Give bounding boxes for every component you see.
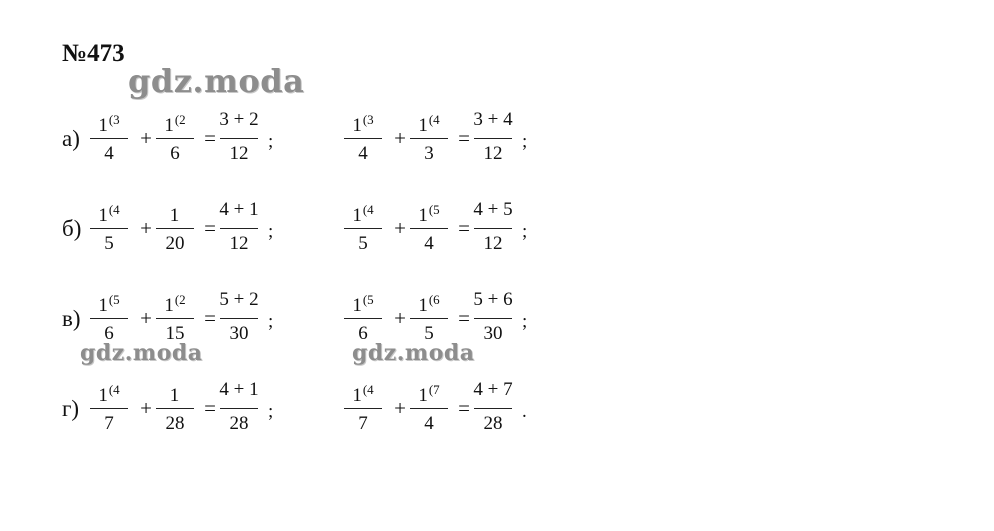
- extra-multiplier: (4: [108, 202, 120, 217]
- watermark: gdz.moda: [128, 62, 305, 100]
- punctuation: ;: [268, 131, 274, 152]
- denominator: 28: [165, 413, 185, 434]
- numerator-value: 1: [418, 115, 428, 136]
- equals-sign: =: [458, 306, 470, 330]
- punctuation: ;: [268, 221, 274, 242]
- extra-multiplier: (7: [428, 382, 440, 397]
- plus-sign: +: [394, 216, 406, 240]
- denominator: 12: [229, 233, 249, 254]
- fraction-bar: [220, 138, 258, 139]
- numerator-value: 1: [418, 205, 428, 226]
- numerator: [468, 198, 518, 222]
- plus-sign: +: [140, 306, 152, 330]
- fraction: [84, 194, 134, 264]
- numerator-value: 1: [98, 205, 108, 226]
- denominator: 30: [483, 323, 503, 344]
- numerator: [84, 108, 134, 138]
- fraction: [84, 104, 134, 174]
- numerator: [150, 198, 200, 228]
- extra-multiplier: (2: [174, 292, 186, 307]
- denominator: 6: [170, 143, 180, 164]
- numerator-value: 4 + 1: [219, 199, 259, 220]
- denominator: 4: [424, 413, 434, 434]
- denominator: 4: [424, 233, 434, 254]
- numerator-value: 3 + 4: [473, 109, 513, 130]
- numerator: [468, 288, 518, 312]
- fraction: [338, 374, 388, 444]
- numerator-value: 1: [164, 295, 174, 316]
- exercise-row: [0, 284, 994, 354]
- equals-sign: =: [458, 126, 470, 150]
- fraction: [338, 284, 388, 354]
- fraction-bar: [410, 138, 448, 139]
- watermark: gdz.moda: [80, 340, 203, 366]
- numerator-value: 1: [169, 205, 180, 226]
- numerator-value: 4 + 7: [473, 379, 513, 400]
- denominator: 12: [229, 143, 249, 164]
- denominator: 6: [104, 323, 114, 344]
- extra-multiplier: (4: [362, 382, 374, 397]
- extra-multiplier: (4: [108, 382, 120, 397]
- fraction: [404, 284, 454, 354]
- punctuation: .: [522, 401, 527, 422]
- row-label: а): [62, 126, 80, 151]
- fraction-bar: [474, 228, 512, 229]
- punctuation: ;: [268, 401, 274, 422]
- denominator: 7: [358, 413, 368, 434]
- denominator: 12: [483, 143, 503, 164]
- fraction: [468, 194, 518, 264]
- denominator: 12: [483, 233, 503, 254]
- numerator: [214, 108, 264, 132]
- numerator: [468, 108, 518, 132]
- fraction-bar: [474, 138, 512, 139]
- numerator-value: 1: [352, 205, 362, 226]
- fraction-bar: [220, 408, 258, 409]
- numerator: [338, 198, 388, 228]
- extra-multiplier: (4: [362, 202, 374, 217]
- plus-sign: +: [140, 216, 152, 240]
- numerator: [84, 198, 134, 228]
- fraction: [338, 194, 388, 264]
- fraction-bar: [156, 138, 194, 139]
- numerator: [84, 378, 134, 408]
- fraction: [468, 374, 518, 444]
- plus-sign: +: [140, 396, 152, 420]
- equals-sign: =: [458, 216, 470, 240]
- fraction-bar: [410, 318, 448, 319]
- fraction-bar: [220, 318, 258, 319]
- numerator: [338, 108, 388, 138]
- fraction: [150, 194, 200, 264]
- punctuation: ;: [268, 311, 274, 332]
- fraction-bar: [344, 138, 382, 139]
- exercise-row: [0, 104, 994, 174]
- numerator-value: 1: [98, 295, 108, 316]
- equals-sign: =: [204, 216, 216, 240]
- numerator: [150, 108, 200, 138]
- fraction: [150, 374, 200, 444]
- plus-sign: +: [140, 126, 152, 150]
- fraction-bar: [220, 228, 258, 229]
- denominator: 5: [424, 323, 434, 344]
- exercise-row: [0, 194, 994, 264]
- fraction: [404, 194, 454, 264]
- numerator: [404, 198, 454, 228]
- extra-multiplier: (5: [428, 202, 440, 217]
- denominator: 28: [229, 413, 249, 434]
- fraction: [150, 104, 200, 174]
- fraction: [468, 104, 518, 174]
- denominator: 5: [104, 233, 114, 254]
- exercise-row: [0, 374, 994, 444]
- row-label: в): [62, 306, 81, 331]
- numerator-value: 1: [352, 385, 362, 406]
- punctuation: ;: [522, 221, 528, 242]
- fraction-bar: [156, 228, 194, 229]
- numerator: [338, 288, 388, 318]
- fraction-bar: [90, 408, 128, 409]
- denominator: 3: [424, 143, 434, 164]
- fraction: [84, 284, 134, 354]
- exercise-number: №473: [62, 40, 125, 67]
- fraction: [338, 104, 388, 174]
- row-label: г): [62, 396, 80, 421]
- numerator: [214, 198, 264, 222]
- watermark: gdz.moda: [352, 340, 475, 366]
- plus-sign: +: [394, 306, 406, 330]
- fraction: [84, 374, 134, 444]
- extra-multiplier: (3: [108, 112, 120, 127]
- fraction: [214, 104, 264, 174]
- numerator: [404, 108, 454, 138]
- numerator-value: 1: [98, 115, 108, 136]
- numerator-value: 1: [418, 295, 428, 316]
- extra-multiplier: (6: [428, 292, 440, 307]
- equals-sign: =: [204, 396, 216, 420]
- fraction-bar: [156, 318, 194, 319]
- numerator: [150, 378, 200, 408]
- fraction: [214, 194, 264, 264]
- numerator: [84, 288, 134, 318]
- equals-sign: =: [204, 126, 216, 150]
- plus-sign: +: [394, 396, 406, 420]
- numerator-value: 4 + 1: [219, 379, 259, 400]
- fraction: [150, 284, 200, 354]
- fraction-bar: [474, 408, 512, 409]
- numerator: [150, 288, 200, 318]
- plus-sign: +: [394, 126, 406, 150]
- numerator: [338, 378, 388, 408]
- numerator-value: 1: [418, 385, 428, 406]
- numerator-value: 1: [169, 385, 180, 406]
- equals-sign: =: [458, 396, 470, 420]
- fraction: [214, 284, 264, 354]
- numerator: [214, 378, 264, 402]
- denominator: 20: [165, 233, 185, 254]
- fraction-bar: [90, 228, 128, 229]
- fraction: [468, 284, 518, 354]
- fraction-bar: [474, 318, 512, 319]
- fraction: [214, 374, 264, 444]
- fraction-bar: [410, 228, 448, 229]
- numerator-value: 1: [164, 115, 174, 136]
- denominator: 28: [483, 413, 503, 434]
- extra-multiplier: (5: [362, 292, 374, 307]
- extra-multiplier: (4: [428, 112, 440, 127]
- extra-multiplier: (2: [174, 112, 186, 127]
- numerator-value: 1: [352, 295, 362, 316]
- denominator: 4: [358, 143, 368, 164]
- numerator-value: 3 + 2: [219, 109, 259, 130]
- extra-multiplier: (5: [108, 292, 120, 307]
- denominator: 30: [229, 323, 249, 344]
- fraction-bar: [344, 408, 382, 409]
- numerator-value: 5 + 2: [219, 289, 259, 310]
- numerator-value: 1: [352, 115, 362, 136]
- denominator: 15: [165, 323, 185, 344]
- row-label: б): [62, 216, 82, 241]
- numerator: [214, 288, 264, 312]
- denominator: 7: [104, 413, 114, 434]
- fraction-bar: [156, 408, 194, 409]
- punctuation: ;: [522, 131, 528, 152]
- denominator: 5: [358, 233, 368, 254]
- fraction-bar: [344, 228, 382, 229]
- fraction-bar: [90, 138, 128, 139]
- denominator: 4: [104, 143, 114, 164]
- fraction: [404, 104, 454, 174]
- extra-multiplier: (3: [362, 112, 374, 127]
- numerator-value: 1: [98, 385, 108, 406]
- numerator: [404, 378, 454, 408]
- numerator: [468, 378, 518, 402]
- denominator: 6: [358, 323, 368, 344]
- numerator-value: 5 + 6: [473, 289, 513, 310]
- numerator: [404, 288, 454, 318]
- equals-sign: =: [204, 306, 216, 330]
- fraction-bar: [344, 318, 382, 319]
- fraction-bar: [90, 318, 128, 319]
- punctuation: ;: [522, 311, 528, 332]
- fraction-bar: [410, 408, 448, 409]
- fraction: [404, 374, 454, 444]
- numerator-value: 4 + 5: [473, 199, 513, 220]
